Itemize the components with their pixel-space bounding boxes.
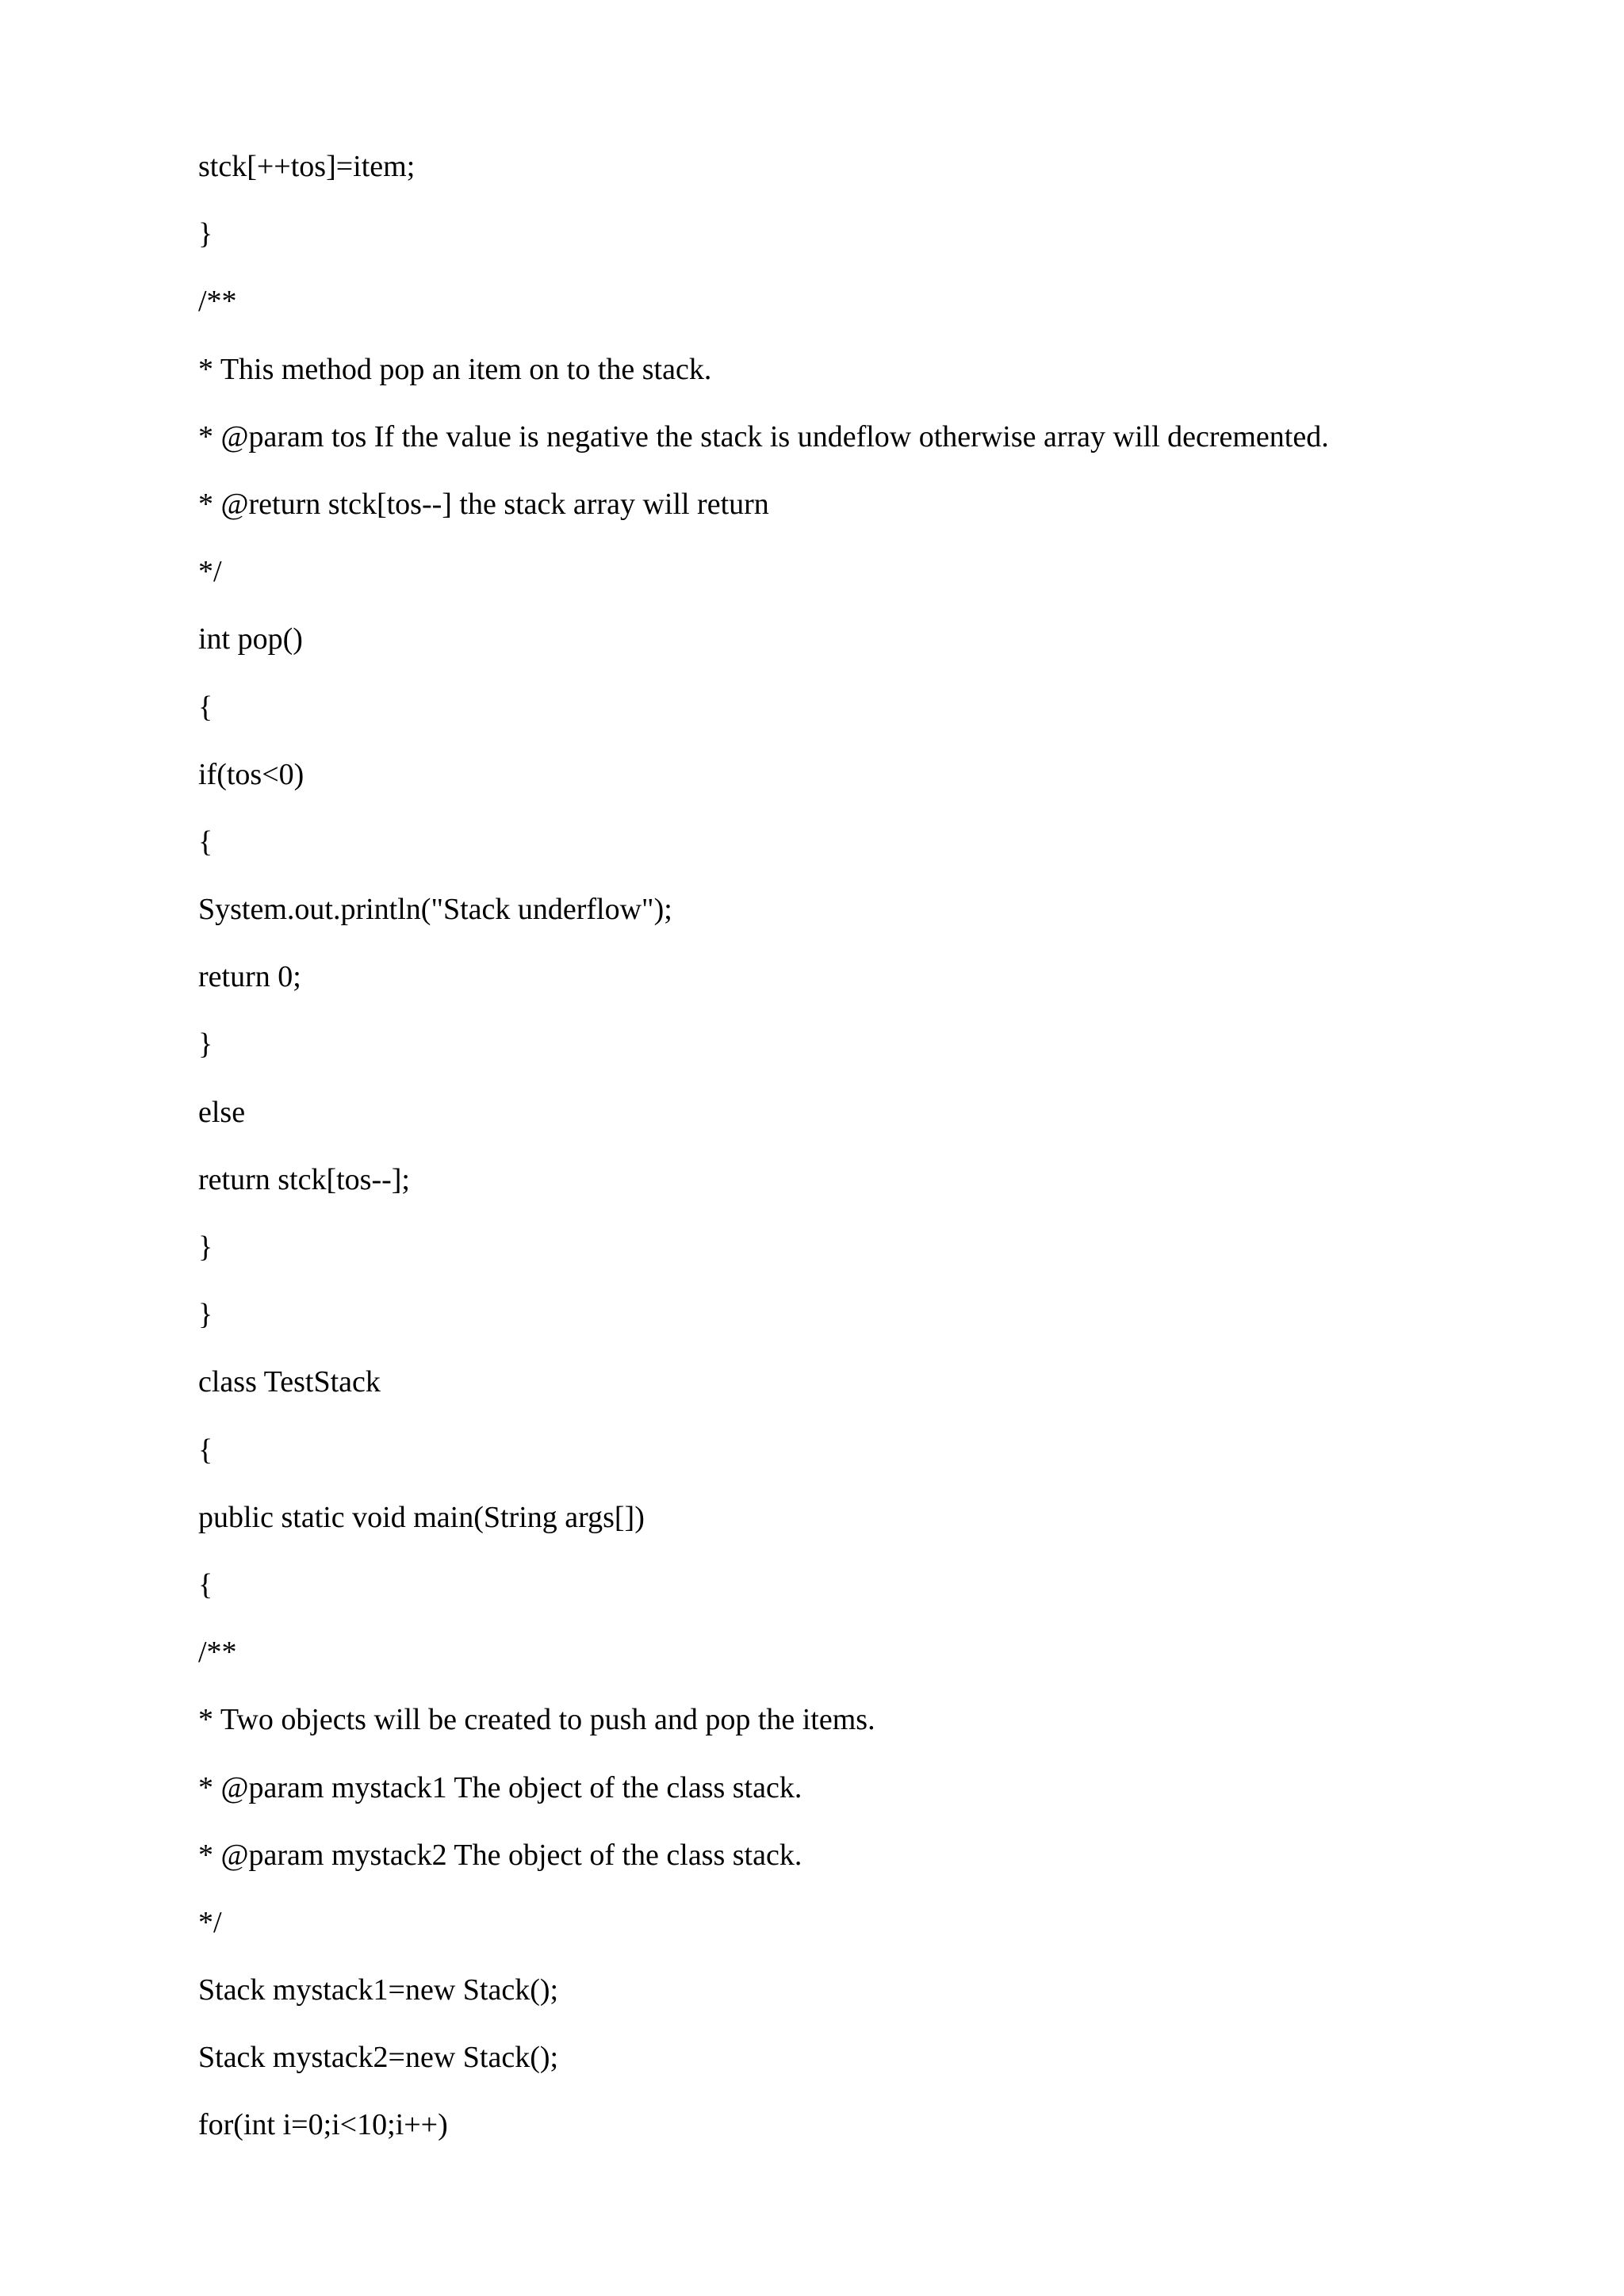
code-line: } xyxy=(198,1230,213,1264)
code-line: */ xyxy=(198,555,222,589)
code-line: stck[++tos]=item; xyxy=(198,150,416,183)
code-line: { xyxy=(198,825,213,859)
code-listing xyxy=(198,133,1329,2160)
code-line: * @param mystack1 The object of the class stack. xyxy=(198,1770,802,1804)
code-line: } xyxy=(198,1027,213,1062)
code-line: * @return stck[tos--] the stack array will return xyxy=(198,487,769,521)
code-line: * Two objects will be created to push and pop the items. xyxy=(198,1703,875,1737)
code-line: public static void main(String args[]) xyxy=(198,1500,645,1534)
code-line: } xyxy=(198,1298,213,1332)
code-line: } xyxy=(198,217,213,251)
code-line: Stack mystack1=new Stack(); xyxy=(198,1973,559,2007)
code-line: System.out.println("Stack underflow"); xyxy=(198,893,672,927)
code-line: for(int i=0;i<10;i++) xyxy=(198,2108,448,2142)
code-line: { xyxy=(198,1567,213,1601)
code-line: * This method pop an item on to the stack. xyxy=(198,352,712,386)
code-line: * @param mystack2 The object of the class stack. xyxy=(198,1838,802,1872)
code-line: /** xyxy=(198,285,237,319)
code-line: class TestStack xyxy=(198,1365,381,1399)
code-line: * @param tos If the value is negative the stack is undeflow otherwise array will decremented. xyxy=(198,419,1329,453)
code-line: Stack mystack2=new Stack(); xyxy=(198,2041,559,2075)
code-line: if(tos<0) xyxy=(198,757,304,791)
code-line: return 0; xyxy=(198,960,301,994)
code-line: else xyxy=(198,1095,246,1129)
code-line: */ xyxy=(198,1905,222,1939)
code-line: /** xyxy=(198,1636,237,1670)
code-line: return stck[tos--]; xyxy=(198,1162,410,1196)
code-line: { xyxy=(198,1433,213,1467)
code-line: { xyxy=(198,690,213,724)
code-line: int pop() xyxy=(198,622,303,656)
